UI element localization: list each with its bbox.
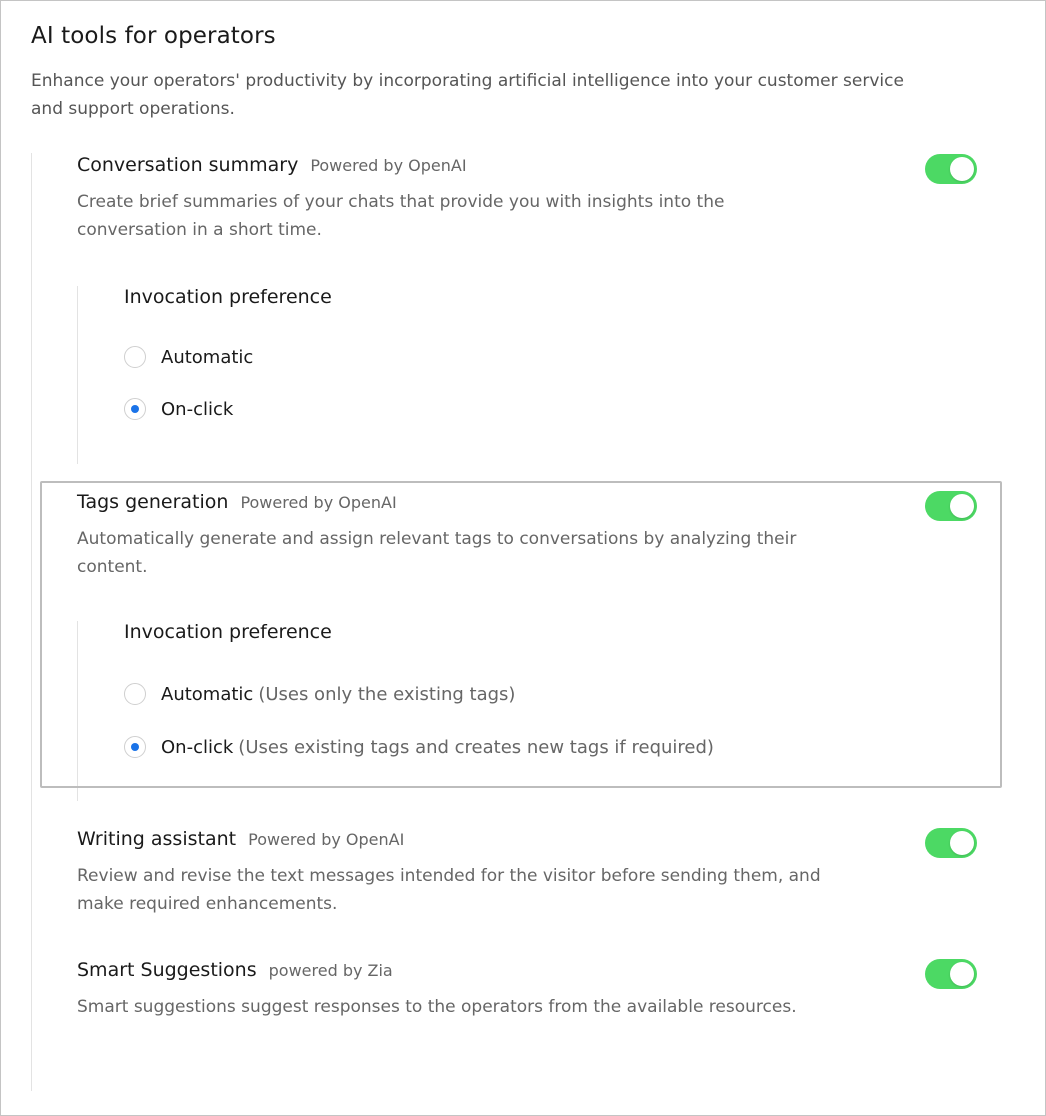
preference-title: Invocation preference (124, 286, 332, 308)
feature-title-text: Conversation summary (77, 154, 299, 176)
preference-divider-line (77, 286, 78, 464)
feature-title-text: Writing assistant (77, 828, 237, 850)
radio-on-click[interactable] (124, 396, 233, 422)
feature-description: Create brief summaries of your chats that provide you with insights into the conversation in a short time. (77, 192, 725, 240)
radio-button[interactable] (124, 346, 146, 368)
powered-by-badge: Powered by OpenAI (240, 493, 397, 512)
writing-assistant-toggle[interactable] (925, 828, 977, 858)
page-description: Enhance your operators' productivity by incorporating artificial intelligence into your customer service and support operations. (31, 71, 904, 119)
page-title: AI tools for operators (31, 23, 276, 49)
powered-by-badge: Powered by OpenAI (310, 156, 467, 175)
preference-divider-line (77, 621, 78, 801)
radio-label: Automatic (161, 683, 254, 705)
radio-note: (Uses existing tags and creates new tags if required) (238, 736, 714, 758)
toggle-knob (950, 831, 974, 855)
powered-by-badge: Powered by OpenAI (248, 830, 405, 849)
tags-generation-toggle[interactable] (925, 491, 977, 521)
conversation-summary-toggle[interactable] (925, 154, 977, 184)
invocation-preference-group (77, 286, 977, 464)
invocation-preference-group (77, 621, 977, 801)
section-divider-line (31, 153, 32, 1091)
radio-label: Automatic (161, 346, 254, 368)
toggle-knob (950, 157, 974, 181)
radio-label: On-click (161, 398, 234, 420)
feature-description: Automatically generate and assign relevant tags to conversations by analyzing their content. (77, 529, 797, 577)
radio-button[interactable] (124, 683, 146, 705)
feature-title (77, 154, 467, 176)
feature-title-text: Smart Suggestions (77, 959, 257, 981)
feature-description: Review and revise the text messages intended for the visitor before sending them, and make required enhancements. (77, 866, 821, 914)
toggle-knob (950, 494, 974, 518)
radio-on-click[interactable] (124, 734, 714, 760)
radio-label: On-click (161, 736, 234, 758)
radio-automatic[interactable] (124, 681, 515, 707)
feature-title (77, 959, 393, 981)
feature-title (77, 828, 404, 850)
powered-by-badge: powered by Zia (268, 961, 393, 980)
radio-note: (Uses only the existing tags) (258, 683, 516, 705)
feature-title-text: Tags generation (77, 491, 229, 513)
toggle-knob (950, 962, 974, 986)
preference-title: Invocation preference (124, 621, 332, 643)
radio-button-checked[interactable] (124, 736, 146, 758)
smart-suggestions-toggle[interactable] (925, 959, 977, 989)
radio-automatic[interactable] (124, 344, 253, 370)
radio-button-checked[interactable] (124, 398, 146, 420)
feature-title (77, 491, 397, 513)
feature-description: Smart suggestions suggest responses to the operators from the available resources. (77, 997, 797, 1017)
